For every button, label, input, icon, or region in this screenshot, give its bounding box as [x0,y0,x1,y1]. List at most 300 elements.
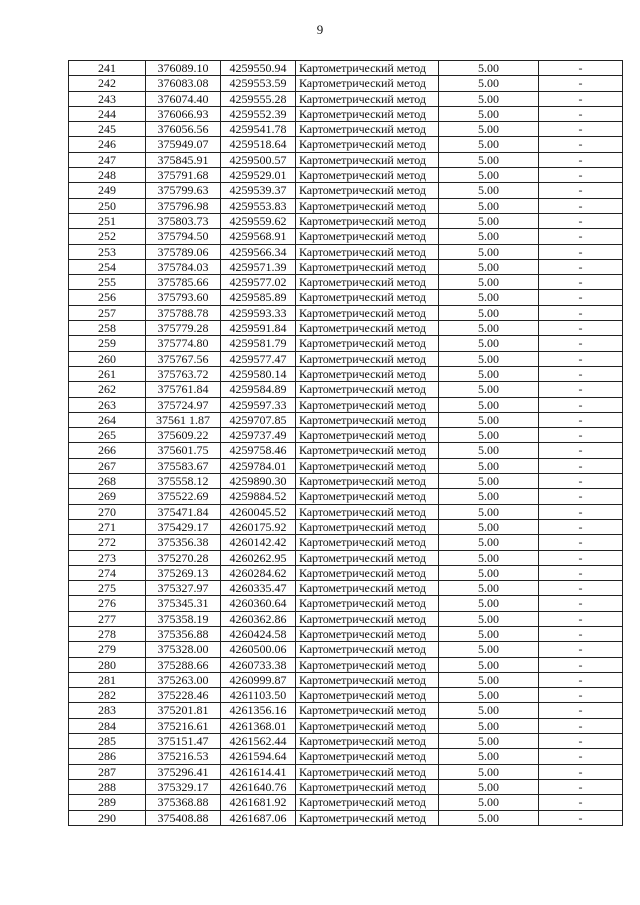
table-row [69,550,623,565]
table-row [69,305,623,320]
note-cell: - [539,581,623,596]
table-row [69,336,623,351]
table-row [69,122,623,137]
method-cell: Картометрический метод [296,642,439,657]
table-row [69,779,623,794]
note-cell: - [539,626,623,641]
table-row [69,642,623,657]
table-row [69,152,623,167]
note-cell: - [539,213,623,228]
point-number-cell: 275 [69,581,146,596]
x-coordinate-cell: 375296.41 [146,764,221,779]
precision-cell: 5.00 [439,183,539,198]
table-row [69,795,623,810]
x-coordinate-cell: 375429.17 [146,519,221,534]
method-cell: Картометрический метод [296,749,439,764]
point-number-cell: 244 [69,106,146,121]
point-number-cell: 241 [69,61,146,76]
x-coordinate-cell: 376089.10 [146,61,221,76]
y-coordinate-cell: 4260360.64 [221,596,296,611]
table-row [69,734,623,749]
note-cell: - [539,489,623,504]
y-coordinate-cell: 4259585.89 [221,290,296,305]
point-number-cell: 267 [69,458,146,473]
y-coordinate-cell: 4259577.47 [221,351,296,366]
note-cell: - [539,61,623,76]
precision-cell: 5.00 [439,779,539,794]
point-number-cell: 277 [69,611,146,626]
point-number-cell: 260 [69,351,146,366]
point-number-cell: 253 [69,244,146,259]
precision-cell: 5.00 [439,61,539,76]
method-cell: Картометрический метод [296,443,439,458]
table-row [69,229,623,244]
y-coordinate-cell: 4259541.78 [221,122,296,137]
method-cell: Картометрический метод [296,412,439,427]
table-row [69,688,623,703]
method-cell: Картометрический метод [296,275,439,290]
point-number-cell: 247 [69,152,146,167]
x-coordinate-cell: 376056.56 [146,122,221,137]
point-number-cell: 269 [69,489,146,504]
table-row [69,321,623,336]
point-number-cell: 255 [69,275,146,290]
table-row [69,489,623,504]
method-cell: Картометрический метод [296,428,439,443]
method-cell: Картометрический метод [296,596,439,611]
method-cell: Картометрический метод [296,474,439,489]
x-coordinate-cell: 375329.17 [146,779,221,794]
table-row [69,382,623,397]
point-number-cell: 271 [69,519,146,534]
x-coordinate-cell: 375845.91 [146,152,221,167]
precision-cell: 5.00 [439,688,539,703]
precision-cell: 5.00 [439,198,539,213]
x-coordinate-cell: 375327.97 [146,581,221,596]
method-cell: Картометрический метод [296,91,439,106]
point-number-cell: 249 [69,183,146,198]
method-cell: Картометрический метод [296,198,439,213]
method-cell: Картометрический метод [296,550,439,565]
table-row [69,810,623,825]
table-row [69,412,623,427]
table-row [69,275,623,290]
point-number-cell: 262 [69,382,146,397]
method-cell: Картометрический метод [296,703,439,718]
point-number-cell: 274 [69,565,146,580]
x-coordinate-cell: 375356.38 [146,535,221,550]
y-coordinate-cell: 4261687.06 [221,810,296,825]
point-number-cell: 281 [69,672,146,687]
table-row [69,565,623,580]
point-number-cell: 256 [69,290,146,305]
precision-cell: 5.00 [439,137,539,152]
note-cell: - [539,688,623,703]
table-row [69,290,623,305]
point-number-cell: 288 [69,779,146,794]
y-coordinate-cell: 4259584.89 [221,382,296,397]
table-row [69,596,623,611]
method-cell: Картометрический метод [296,382,439,397]
y-coordinate-cell: 4259580.14 [221,366,296,381]
note-cell: - [539,412,623,427]
y-coordinate-cell: 4259529.01 [221,168,296,183]
note-cell: - [539,458,623,473]
table-row [69,61,623,76]
y-coordinate-cell: 4260175.92 [221,519,296,534]
y-coordinate-cell: 4259559.62 [221,213,296,228]
table-row [69,366,623,381]
note-cell: - [539,321,623,336]
x-coordinate-cell: 375609.22 [146,428,221,443]
table-row [69,703,623,718]
y-coordinate-cell: 4260335.47 [221,581,296,596]
precision-cell: 5.00 [439,382,539,397]
method-cell: Картометрический метод [296,366,439,381]
x-coordinate-cell: 375558.12 [146,474,221,489]
y-coordinate-cell: 4260284.62 [221,565,296,580]
x-coordinate-cell: 375269.13 [146,565,221,580]
x-coordinate-cell: 376074.40 [146,91,221,106]
point-number-cell: 283 [69,703,146,718]
precision-cell: 5.00 [439,749,539,764]
y-coordinate-cell: 4261614.41 [221,764,296,779]
point-number-cell: 284 [69,718,146,733]
method-cell: Картометрический метод [296,581,439,596]
y-coordinate-cell: 4259553.83 [221,198,296,213]
table-row [69,76,623,91]
note-cell: - [539,810,623,825]
table-row [69,749,623,764]
method-cell: Картометрический метод [296,244,439,259]
y-coordinate-cell: 4259577.02 [221,275,296,290]
method-cell: Картометрический метод [296,122,439,137]
table-row [69,183,623,198]
point-number-cell: 273 [69,550,146,565]
note-cell: - [539,596,623,611]
precision-cell: 5.00 [439,519,539,534]
table-row [69,244,623,259]
point-number-cell: 272 [69,535,146,550]
table-row [69,351,623,366]
table-row [69,137,623,152]
y-coordinate-cell: 4260362.86 [221,611,296,626]
method-cell: Картометрический метод [296,213,439,228]
note-cell: - [539,550,623,565]
table-row [69,474,623,489]
table-row [69,718,623,733]
x-coordinate-cell: 375358.19 [146,611,221,626]
method-cell: Картометрический метод [296,810,439,825]
method-cell: Картометрический метод [296,565,439,580]
x-coordinate-cell: 375368.88 [146,795,221,810]
x-coordinate-cell: 375788.78 [146,305,221,320]
method-cell: Картометрический метод [296,137,439,152]
table-row [69,198,623,213]
x-coordinate-cell: 375761.84 [146,382,221,397]
method-cell: Картометрический метод [296,688,439,703]
precision-cell: 5.00 [439,244,539,259]
method-cell: Картометрический метод [296,76,439,91]
note-cell: - [539,168,623,183]
y-coordinate-cell: 4261368.01 [221,718,296,733]
precision-cell: 5.00 [439,718,539,733]
precision-cell: 5.00 [439,581,539,596]
table-row [69,213,623,228]
method-cell: Картометрический метод [296,795,439,810]
note-cell: - [539,734,623,749]
precision-cell: 5.00 [439,351,539,366]
method-cell: Картометрический метод [296,336,439,351]
point-number-cell: 276 [69,596,146,611]
y-coordinate-cell: 4261103.50 [221,688,296,703]
precision-cell: 5.00 [439,229,539,244]
note-cell: - [539,305,623,320]
precision-cell: 5.00 [439,657,539,672]
note-cell: - [539,718,623,733]
point-number-cell: 258 [69,321,146,336]
x-coordinate-cell: 375784.03 [146,259,221,274]
note-cell: - [539,657,623,672]
precision-cell: 5.00 [439,428,539,443]
precision-cell: 5.00 [439,213,539,228]
point-number-cell: 282 [69,688,146,703]
note-cell: - [539,259,623,274]
table-row [69,519,623,534]
y-coordinate-cell: 4261594.64 [221,749,296,764]
table-row [69,504,623,519]
precision-cell: 5.00 [439,397,539,412]
table-row [69,764,623,779]
y-coordinate-cell: 4261562.44 [221,734,296,749]
y-coordinate-cell: 4259568.91 [221,229,296,244]
y-coordinate-cell: 4260142.42 [221,535,296,550]
precision-cell: 5.00 [439,535,539,550]
y-coordinate-cell: 4261356.16 [221,703,296,718]
method-cell: Картометрический метод [296,259,439,274]
table-row [69,581,623,596]
x-coordinate-cell: 37561 1.87 [146,412,221,427]
x-coordinate-cell: 375779.28 [146,321,221,336]
x-coordinate-cell: 375151.47 [146,734,221,749]
precision-cell: 5.00 [439,366,539,381]
point-number-cell: 261 [69,366,146,381]
note-cell: - [539,106,623,121]
x-coordinate-cell: 375408.88 [146,810,221,825]
point-number-cell: 270 [69,504,146,519]
x-coordinate-cell: 375949.07 [146,137,221,152]
point-number-cell: 265 [69,428,146,443]
note-cell: - [539,443,623,458]
precision-cell: 5.00 [439,550,539,565]
note-cell: - [539,703,623,718]
note-cell: - [539,382,623,397]
method-cell: Картометрический метод [296,718,439,733]
precision-cell: 5.00 [439,91,539,106]
y-coordinate-cell: 4259518.64 [221,137,296,152]
y-coordinate-cell: 4259552.39 [221,106,296,121]
note-cell: - [539,397,623,412]
method-cell: Картометрический метод [296,229,439,244]
y-coordinate-cell: 4260424.58 [221,626,296,641]
note-cell: - [539,336,623,351]
x-coordinate-cell: 375345.31 [146,596,221,611]
point-number-cell: 280 [69,657,146,672]
note-cell: - [539,764,623,779]
note-cell: - [539,611,623,626]
precision-cell: 5.00 [439,795,539,810]
method-cell: Картометрический метод [296,657,439,672]
note-cell: - [539,504,623,519]
note-cell: - [539,198,623,213]
precision-cell: 5.00 [439,443,539,458]
method-cell: Картометрический метод [296,290,439,305]
point-number-cell: 286 [69,749,146,764]
point-number-cell: 248 [69,168,146,183]
x-coordinate-cell: 375794.50 [146,229,221,244]
coordinates-table [68,60,623,826]
note-cell: - [539,122,623,137]
point-number-cell: 259 [69,336,146,351]
y-coordinate-cell: 4259581.79 [221,336,296,351]
point-number-cell: 266 [69,443,146,458]
method-cell: Картометрический метод [296,734,439,749]
y-coordinate-cell: 4260500.06 [221,642,296,657]
point-number-cell: 264 [69,412,146,427]
note-cell: - [539,137,623,152]
table-row [69,106,623,121]
precision-cell: 5.00 [439,504,539,519]
y-coordinate-cell: 4260045.52 [221,504,296,519]
method-cell: Картометрический метод [296,611,439,626]
x-coordinate-cell: 375774.80 [146,336,221,351]
note-cell: - [539,779,623,794]
method-cell: Картометрический метод [296,672,439,687]
point-number-cell: 246 [69,137,146,152]
point-number-cell: 257 [69,305,146,320]
point-number-cell: 289 [69,795,146,810]
point-number-cell: 287 [69,764,146,779]
table-row [69,611,623,626]
precision-cell: 5.00 [439,321,539,336]
x-coordinate-cell: 375216.53 [146,749,221,764]
method-cell: Картометрический метод [296,61,439,76]
y-coordinate-cell: 4259707.85 [221,412,296,427]
point-number-cell: 290 [69,810,146,825]
precision-cell: 5.00 [439,489,539,504]
coordinates-table-body [69,61,623,826]
point-number-cell: 251 [69,213,146,228]
method-cell: Картометрический метод [296,764,439,779]
y-coordinate-cell: 4259784.01 [221,458,296,473]
table-row [69,672,623,687]
note-cell: - [539,642,623,657]
x-coordinate-cell: 376083.08 [146,76,221,91]
precision-cell: 5.00 [439,810,539,825]
x-coordinate-cell: 375288.66 [146,657,221,672]
note-cell: - [539,290,623,305]
precision-cell: 5.00 [439,734,539,749]
page-number: 9 [316,22,324,37]
x-coordinate-cell: 375328.00 [146,642,221,657]
method-cell: Картометрический метод [296,168,439,183]
note-cell: - [539,76,623,91]
x-coordinate-cell: 375601.75 [146,443,221,458]
table-row [69,428,623,443]
table-row [69,443,623,458]
table-row [69,657,623,672]
note-cell: - [539,565,623,580]
method-cell: Картометрический метод [296,535,439,550]
method-cell: Картометрический метод [296,305,439,320]
x-coordinate-cell: 375263.00 [146,672,221,687]
precision-cell: 5.00 [439,76,539,91]
method-cell: Картометрический метод [296,152,439,167]
x-coordinate-cell: 375796.98 [146,198,221,213]
note-cell: - [539,519,623,534]
y-coordinate-cell: 4259571.39 [221,259,296,274]
x-coordinate-cell: 376066.93 [146,106,221,121]
method-cell: Картометрический метод [296,397,439,412]
precision-cell: 5.00 [439,474,539,489]
note-cell: - [539,749,623,764]
y-coordinate-cell: 4259555.28 [221,91,296,106]
x-coordinate-cell: 375201.81 [146,703,221,718]
x-coordinate-cell: 375785.66 [146,275,221,290]
point-number-cell: 263 [69,397,146,412]
x-coordinate-cell: 375763.72 [146,366,221,381]
precision-cell: 5.00 [439,611,539,626]
precision-cell: 5.00 [439,458,539,473]
table-row [69,458,623,473]
precision-cell: 5.00 [439,259,539,274]
x-coordinate-cell: 375583.67 [146,458,221,473]
method-cell: Картометрический метод [296,321,439,336]
y-coordinate-cell: 4259539.37 [221,183,296,198]
y-coordinate-cell: 4259890.30 [221,474,296,489]
y-coordinate-cell: 4259597.33 [221,397,296,412]
precision-cell: 5.00 [439,122,539,137]
method-cell: Картометрический метод [296,489,439,504]
precision-cell: 5.00 [439,305,539,320]
x-coordinate-cell: 375799.63 [146,183,221,198]
precision-cell: 5.00 [439,275,539,290]
note-cell: - [539,183,623,198]
precision-cell: 5.00 [439,106,539,121]
note-cell: - [539,672,623,687]
point-number-cell: 245 [69,122,146,137]
method-cell: Картометрический метод [296,183,439,198]
point-number-cell: 242 [69,76,146,91]
y-coordinate-cell: 4259737.49 [221,428,296,443]
note-cell: - [539,91,623,106]
method-cell: Картометрический метод [296,458,439,473]
x-coordinate-cell: 375471.84 [146,504,221,519]
x-coordinate-cell: 375793.60 [146,290,221,305]
method-cell: Картометрический метод [296,519,439,534]
note-cell: - [539,428,623,443]
precision-cell: 5.00 [439,672,539,687]
precision-cell: 5.00 [439,565,539,580]
note-cell: - [539,275,623,290]
point-number-cell: 254 [69,259,146,274]
precision-cell: 5.00 [439,596,539,611]
method-cell: Картометрический метод [296,626,439,641]
precision-cell: 5.00 [439,412,539,427]
note-cell: - [539,244,623,259]
x-coordinate-cell: 375228.46 [146,688,221,703]
method-cell: Картометрический метод [296,779,439,794]
